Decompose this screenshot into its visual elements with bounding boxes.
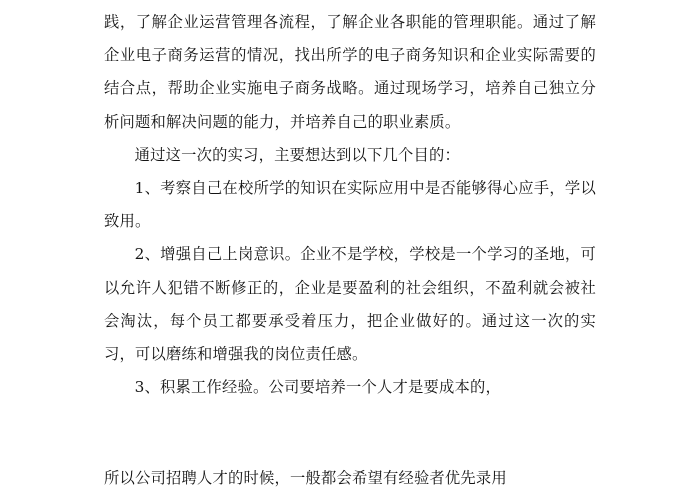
paragraph-purpose-1: 1、考察自己在校所学的知识在实际应用中是否能够得心应手，学以致用。	[104, 179, 596, 231]
paragraph-purpose-intro: 通过这一次的实习，主要想达到以下几个目的：	[134, 145, 461, 164]
paragraph-internship-overview: 践，了解企业运营管理各流程，了解企业各职能的管理职能。通过了解企业电子商务运营的情况，找出所学的电子商务知识和企业实际需要的结合点，帮助企业实施电子商务战略。通过现场学习，培养自己独立分析问题和解决问题的能力，并培养自己的职业素质。	[104, 13, 596, 131]
document-body	[104, 6, 596, 404]
paragraph-purpose-2: 2、增强自己上岗意识。企业不是学校，学校是一个学习的圣地，可以允许人犯错不断修正的，企业是要盈利的社会组织，不盈利就会被社会淘汰，每个员工都要承受着压力，把企业做好的。通过这一次的实习，可以磨练和增强我的岗位责任感。	[104, 245, 596, 364]
paragraph-purpose-3: 3、积累工作经验。公司要培养一个人才是要成本的，	[134, 378, 501, 397]
clipped-bottom-line: 所以公司招聘人才的时候，一般都会希望有经验者优先录用	[104, 469, 507, 487]
